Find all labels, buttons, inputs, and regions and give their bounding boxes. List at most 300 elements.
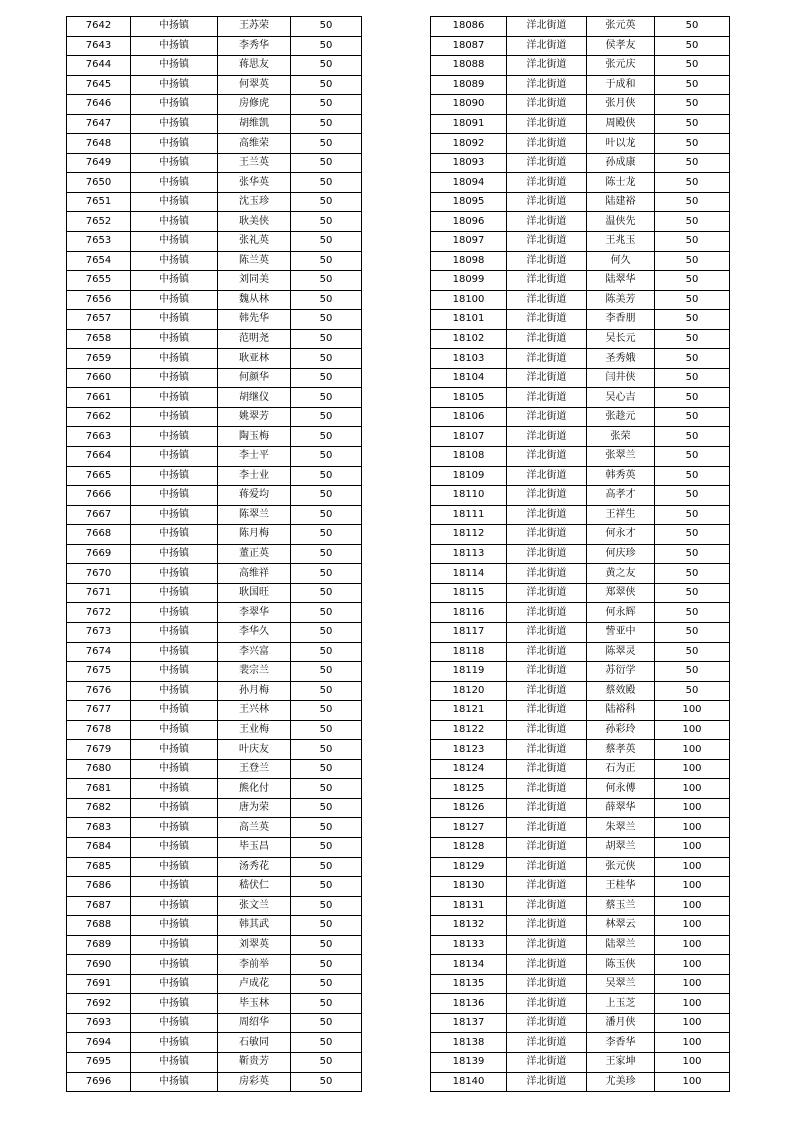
name-cell: 王兴林 (218, 701, 291, 721)
town-cell: 洋北街道 (507, 1072, 587, 1092)
amount-cell: 50 (655, 36, 730, 56)
name-cell: 石敏同 (218, 1033, 291, 1053)
name-cell: 张礼英 (218, 232, 291, 252)
table-row (67, 271, 362, 291)
amount-cell: 50 (291, 798, 362, 818)
serial-number-cell: 18112 (431, 525, 507, 545)
town-cell: 中扬镇 (131, 603, 218, 623)
amount-cell: 100 (655, 974, 730, 994)
amount-cell: 50 (655, 192, 730, 212)
amount-cell: 50 (291, 447, 362, 467)
name-cell: 李秀华 (218, 36, 291, 56)
amount-cell: 50 (291, 349, 362, 369)
town-cell: 洋北街道 (507, 974, 587, 994)
name-cell: 陈翠灵 (587, 642, 655, 662)
serial-number-cell: 18119 (431, 662, 507, 682)
serial-number-cell: 7657 (67, 310, 131, 330)
table-row (431, 564, 730, 584)
town-cell: 中扬镇 (131, 662, 218, 682)
amount-cell: 50 (291, 310, 362, 330)
table-row (67, 974, 362, 994)
amount-cell: 50 (655, 114, 730, 134)
amount-cell: 50 (655, 466, 730, 486)
town-cell: 中扬镇 (131, 974, 218, 994)
serial-number-cell: 7654 (67, 251, 131, 271)
town-cell: 中扬镇 (131, 857, 218, 877)
serial-number-cell: 7661 (67, 388, 131, 408)
town-cell: 中扬镇 (131, 486, 218, 506)
table-row (67, 798, 362, 818)
town-cell: 中扬镇 (131, 349, 218, 369)
town-cell: 洋北街道 (507, 232, 587, 252)
town-cell: 中扬镇 (131, 955, 218, 975)
serial-number-cell: 18127 (431, 818, 507, 838)
serial-number-cell: 7690 (67, 955, 131, 975)
table-row (431, 1072, 730, 1092)
table-row (431, 232, 730, 252)
serial-number-cell: 18118 (431, 642, 507, 662)
table-row (431, 994, 730, 1014)
amount-cell: 100 (655, 877, 730, 897)
amount-cell: 100 (655, 1033, 730, 1053)
name-cell: 李翠华 (218, 603, 291, 623)
serial-number-cell: 18106 (431, 407, 507, 427)
serial-number-cell: 18107 (431, 427, 507, 447)
serial-number-cell: 18092 (431, 134, 507, 154)
amount-cell: 50 (655, 134, 730, 154)
table-row (431, 857, 730, 877)
table-row (431, 329, 730, 349)
table-row (431, 134, 730, 154)
serial-number-cell: 18096 (431, 212, 507, 232)
town-cell: 洋北街道 (507, 877, 587, 897)
town-cell: 洋北街道 (507, 935, 587, 955)
amount-cell: 50 (291, 388, 362, 408)
name-cell: 张月侠 (587, 95, 655, 115)
serial-number-cell: 7680 (67, 759, 131, 779)
serial-number-cell: 18100 (431, 290, 507, 310)
name-cell: 高维祥 (218, 564, 291, 584)
town-cell: 洋北街道 (507, 466, 587, 486)
town-cell: 中扬镇 (131, 994, 218, 1014)
right-roster-body (431, 17, 730, 1092)
table-row (67, 466, 362, 486)
town-cell: 洋北街道 (507, 1052, 587, 1072)
name-cell: 董正英 (218, 544, 291, 564)
name-cell: 房彩英 (218, 1072, 291, 1092)
name-cell: 蔡孝英 (587, 740, 655, 760)
table-row (431, 642, 730, 662)
town-cell: 中扬镇 (131, 329, 218, 349)
table-row (431, 349, 730, 369)
table-row (67, 759, 362, 779)
amount-cell: 50 (291, 1013, 362, 1033)
town-cell: 洋北街道 (507, 271, 587, 291)
town-cell: 洋北街道 (507, 759, 587, 779)
name-cell: 林翠云 (587, 916, 655, 936)
name-cell: 王登兰 (218, 759, 291, 779)
town-cell: 洋北街道 (507, 1033, 587, 1053)
table-row (431, 271, 730, 291)
amount-cell: 100 (655, 994, 730, 1014)
table-row (67, 740, 362, 760)
amount-cell: 50 (291, 583, 362, 603)
serial-number-cell: 7646 (67, 95, 131, 115)
table-row (431, 466, 730, 486)
serial-number-cell: 7662 (67, 407, 131, 427)
table-row (431, 916, 730, 936)
town-cell: 中扬镇 (131, 1013, 218, 1033)
name-cell: 陈玉侠 (587, 955, 655, 975)
table-row (67, 583, 362, 603)
town-cell: 中扬镇 (131, 525, 218, 545)
table-row (67, 114, 362, 134)
name-cell: 何久 (587, 251, 655, 271)
serial-number-cell: 18086 (431, 17, 507, 37)
name-cell: 李香华 (587, 1033, 655, 1053)
table-row (67, 134, 362, 154)
table-row (67, 544, 362, 564)
name-cell: 苏衍学 (587, 662, 655, 682)
name-cell: 靳贵芳 (218, 1052, 291, 1072)
serial-number-cell: 7656 (67, 290, 131, 310)
table-row (67, 642, 362, 662)
table-row (67, 407, 362, 427)
name-cell: 耿国旺 (218, 583, 291, 603)
table-row (67, 486, 362, 506)
name-cell: 温侠先 (587, 212, 655, 232)
name-cell: 李前举 (218, 955, 291, 975)
town-cell: 洋北街道 (507, 1013, 587, 1033)
amount-cell: 50 (291, 662, 362, 682)
table-row (67, 75, 362, 95)
serial-number-cell: 7644 (67, 56, 131, 76)
serial-number-cell: 18114 (431, 564, 507, 584)
table-row (67, 427, 362, 447)
serial-number-cell: 7673 (67, 622, 131, 642)
table-row (431, 192, 730, 212)
town-cell: 中扬镇 (131, 290, 218, 310)
table-row (67, 388, 362, 408)
town-cell: 中扬镇 (131, 1052, 218, 1072)
serial-number-cell: 18129 (431, 857, 507, 877)
table-row (431, 681, 730, 701)
amount-cell: 50 (291, 134, 362, 154)
name-cell: 陆裕科 (587, 701, 655, 721)
serial-number-cell: 18088 (431, 56, 507, 76)
serial-number-cell: 18102 (431, 329, 507, 349)
town-cell: 中扬镇 (131, 837, 218, 857)
name-cell: 何翠英 (218, 75, 291, 95)
town-cell: 洋北街道 (507, 642, 587, 662)
name-cell: 嵇伏仁 (218, 877, 291, 897)
name-cell: 高维荣 (218, 134, 291, 154)
name-cell: 石为正 (587, 759, 655, 779)
serial-number-cell: 7648 (67, 134, 131, 154)
town-cell: 中扬镇 (131, 427, 218, 447)
serial-number-cell: 7659 (67, 349, 131, 369)
town-cell: 洋北街道 (507, 681, 587, 701)
name-cell: 陈兰英 (218, 251, 291, 271)
amount-cell: 50 (291, 564, 362, 584)
amount-cell: 50 (655, 271, 730, 291)
serial-number-cell: 7655 (67, 271, 131, 291)
serial-number-cell: 7643 (67, 36, 131, 56)
table-row (67, 857, 362, 877)
table-row (431, 17, 730, 37)
amount-cell: 50 (291, 642, 362, 662)
amount-cell: 50 (655, 447, 730, 467)
name-cell: 裴宗兰 (218, 662, 291, 682)
serial-number-cell: 7684 (67, 837, 131, 857)
amount-cell: 100 (655, 701, 730, 721)
amount-cell: 50 (655, 290, 730, 310)
town-cell: 中扬镇 (131, 36, 218, 56)
name-cell: 王家坤 (587, 1052, 655, 1072)
amount-cell: 50 (655, 681, 730, 701)
table-row (67, 36, 362, 56)
amount-cell: 50 (291, 857, 362, 877)
serial-number-cell: 18099 (431, 271, 507, 291)
name-cell: 胡翠兰 (587, 837, 655, 857)
town-cell: 洋北街道 (507, 955, 587, 975)
name-cell: 周绍华 (218, 1013, 291, 1033)
town-cell: 洋北街道 (507, 192, 587, 212)
serial-number-cell: 7645 (67, 75, 131, 95)
serial-number-cell: 7670 (67, 564, 131, 584)
town-cell: 中扬镇 (131, 1072, 218, 1092)
table-row (431, 486, 730, 506)
amount-cell: 50 (655, 603, 730, 623)
town-cell: 洋北街道 (507, 818, 587, 838)
table-row (67, 622, 362, 642)
town-cell: 洋北街道 (507, 251, 587, 271)
amount-cell: 100 (655, 1013, 730, 1033)
amount-cell: 50 (291, 877, 362, 897)
town-cell: 中扬镇 (131, 271, 218, 291)
town-cell: 洋北街道 (507, 525, 587, 545)
name-cell: 刘同美 (218, 271, 291, 291)
name-cell: 张元侠 (587, 857, 655, 877)
amount-cell: 50 (291, 271, 362, 291)
serial-number-cell: 18113 (431, 544, 507, 564)
table-row (431, 368, 730, 388)
town-cell: 洋北街道 (507, 486, 587, 506)
amount-cell: 50 (291, 759, 362, 779)
town-cell: 洋北街道 (507, 662, 587, 682)
name-cell: 张趁元 (587, 407, 655, 427)
amount-cell: 50 (655, 173, 730, 193)
amount-cell: 50 (291, 740, 362, 760)
table-row (67, 212, 362, 232)
town-cell: 洋北街道 (507, 95, 587, 115)
amount-cell: 50 (655, 505, 730, 525)
table-row (67, 1013, 362, 1033)
amount-cell: 50 (291, 955, 362, 975)
serial-number-cell: 18138 (431, 1033, 507, 1053)
name-cell: 朱翠兰 (587, 818, 655, 838)
amount-cell: 100 (655, 935, 730, 955)
serial-number-cell: 18095 (431, 192, 507, 212)
amount-cell: 50 (291, 779, 362, 799)
name-cell: 圣秀娥 (587, 349, 655, 369)
amount-cell: 50 (291, 720, 362, 740)
town-cell: 洋北街道 (507, 388, 587, 408)
name-cell: 李香朋 (587, 310, 655, 330)
table-row (67, 662, 362, 682)
serial-number-cell: 7664 (67, 447, 131, 467)
amount-cell: 100 (655, 779, 730, 799)
name-cell: 沈玉珍 (218, 192, 291, 212)
name-cell: 孙月梅 (218, 681, 291, 701)
serial-number-cell: 7694 (67, 1033, 131, 1053)
amount-cell: 50 (291, 544, 362, 564)
table-row (67, 17, 362, 37)
name-cell: 吴心吉 (587, 388, 655, 408)
name-cell: 韩先华 (218, 310, 291, 330)
table-row (431, 759, 730, 779)
amount-cell: 50 (291, 56, 362, 76)
name-cell: 訾亚中 (587, 622, 655, 642)
name-cell: 薛翠华 (587, 798, 655, 818)
name-cell: 黄之友 (587, 564, 655, 584)
amount-cell: 50 (291, 427, 362, 447)
amount-cell: 100 (655, 955, 730, 975)
serial-number-cell: 7642 (67, 17, 131, 37)
amount-cell: 50 (655, 622, 730, 642)
amount-cell: 50 (291, 837, 362, 857)
serial-number-cell: 7682 (67, 798, 131, 818)
serial-number-cell: 7678 (67, 720, 131, 740)
name-cell: 张华英 (218, 173, 291, 193)
name-cell: 王桂华 (587, 877, 655, 897)
name-cell: 李兴富 (218, 642, 291, 662)
name-cell: 闫井侠 (587, 368, 655, 388)
table-row (67, 1052, 362, 1072)
town-cell: 中扬镇 (131, 407, 218, 427)
table-row (67, 837, 362, 857)
name-cell: 李士平 (218, 447, 291, 467)
name-cell: 陈翠兰 (218, 505, 291, 525)
table-row (67, 95, 362, 115)
town-cell: 中扬镇 (131, 681, 218, 701)
table-row (431, 837, 730, 857)
name-cell: 陈士龙 (587, 173, 655, 193)
name-cell: 魏从林 (218, 290, 291, 310)
amount-cell: 50 (291, 114, 362, 134)
amount-cell: 50 (291, 1052, 362, 1072)
town-cell: 中扬镇 (131, 173, 218, 193)
table-row (431, 720, 730, 740)
name-cell: 陈月梅 (218, 525, 291, 545)
serial-number-cell: 18133 (431, 935, 507, 955)
serial-number-cell: 7676 (67, 681, 131, 701)
name-cell: 吴翠兰 (587, 974, 655, 994)
table-row (67, 1072, 362, 1092)
town-cell: 洋北街道 (507, 36, 587, 56)
amount-cell: 50 (291, 36, 362, 56)
name-cell: 耿美侠 (218, 212, 291, 232)
serial-number-cell: 18110 (431, 486, 507, 506)
name-cell: 刘翠英 (218, 935, 291, 955)
name-cell: 陆建裕 (587, 192, 655, 212)
serial-number-cell: 7649 (67, 153, 131, 173)
town-cell: 洋北街道 (507, 720, 587, 740)
serial-number-cell: 7687 (67, 896, 131, 916)
table-row (67, 564, 362, 584)
name-cell: 孙彩玲 (587, 720, 655, 740)
amount-cell: 50 (291, 818, 362, 838)
town-cell: 洋北街道 (507, 603, 587, 623)
town-cell: 中扬镇 (131, 701, 218, 721)
town-cell: 洋北街道 (507, 583, 587, 603)
table-row (431, 622, 730, 642)
table-row (67, 779, 362, 799)
town-cell: 中扬镇 (131, 75, 218, 95)
amount-cell: 50 (291, 701, 362, 721)
amount-cell: 100 (655, 720, 730, 740)
name-cell: 卢成花 (218, 974, 291, 994)
serial-number-cell: 18115 (431, 583, 507, 603)
table-row (67, 349, 362, 369)
serial-number-cell: 18121 (431, 701, 507, 721)
amount-cell: 50 (655, 583, 730, 603)
amount-cell: 50 (291, 505, 362, 525)
table-row (67, 681, 362, 701)
serial-number-cell: 7652 (67, 212, 131, 232)
right-roster-table (430, 16, 730, 1092)
table-row (431, 974, 730, 994)
name-cell: 陆翠华 (587, 271, 655, 291)
name-cell: 张元庆 (587, 56, 655, 76)
serial-number-cell: 18132 (431, 916, 507, 936)
name-cell: 房修虎 (218, 95, 291, 115)
table-row (67, 192, 362, 212)
serial-number-cell: 18111 (431, 505, 507, 525)
table-row (431, 818, 730, 838)
amount-cell: 50 (291, 681, 362, 701)
town-cell: 洋北街道 (507, 564, 587, 584)
serial-number-cell: 7688 (67, 916, 131, 936)
town-cell: 中扬镇 (131, 388, 218, 408)
table-row (67, 310, 362, 330)
serial-number-cell: 18116 (431, 603, 507, 623)
amount-cell: 50 (291, 251, 362, 271)
name-cell: 张文兰 (218, 896, 291, 916)
name-cell: 韩秀英 (587, 466, 655, 486)
name-cell: 叶庆友 (218, 740, 291, 760)
name-cell: 于成和 (587, 75, 655, 95)
town-cell: 中扬镇 (131, 310, 218, 330)
amount-cell: 50 (291, 153, 362, 173)
name-cell: 王业梅 (218, 720, 291, 740)
table-row (431, 583, 730, 603)
table-row (431, 388, 730, 408)
amount-cell: 50 (291, 368, 362, 388)
amount-cell: 50 (655, 564, 730, 584)
table-row (431, 740, 730, 760)
town-cell: 中扬镇 (131, 212, 218, 232)
name-cell: 姚翠芳 (218, 407, 291, 427)
table-row (67, 525, 362, 545)
table-row (431, 896, 730, 916)
name-cell: 王祥生 (587, 505, 655, 525)
table-row (67, 505, 362, 525)
town-cell: 中扬镇 (131, 759, 218, 779)
name-cell: 张荣 (587, 427, 655, 447)
serial-number-cell: 18094 (431, 173, 507, 193)
table-row (431, 114, 730, 134)
